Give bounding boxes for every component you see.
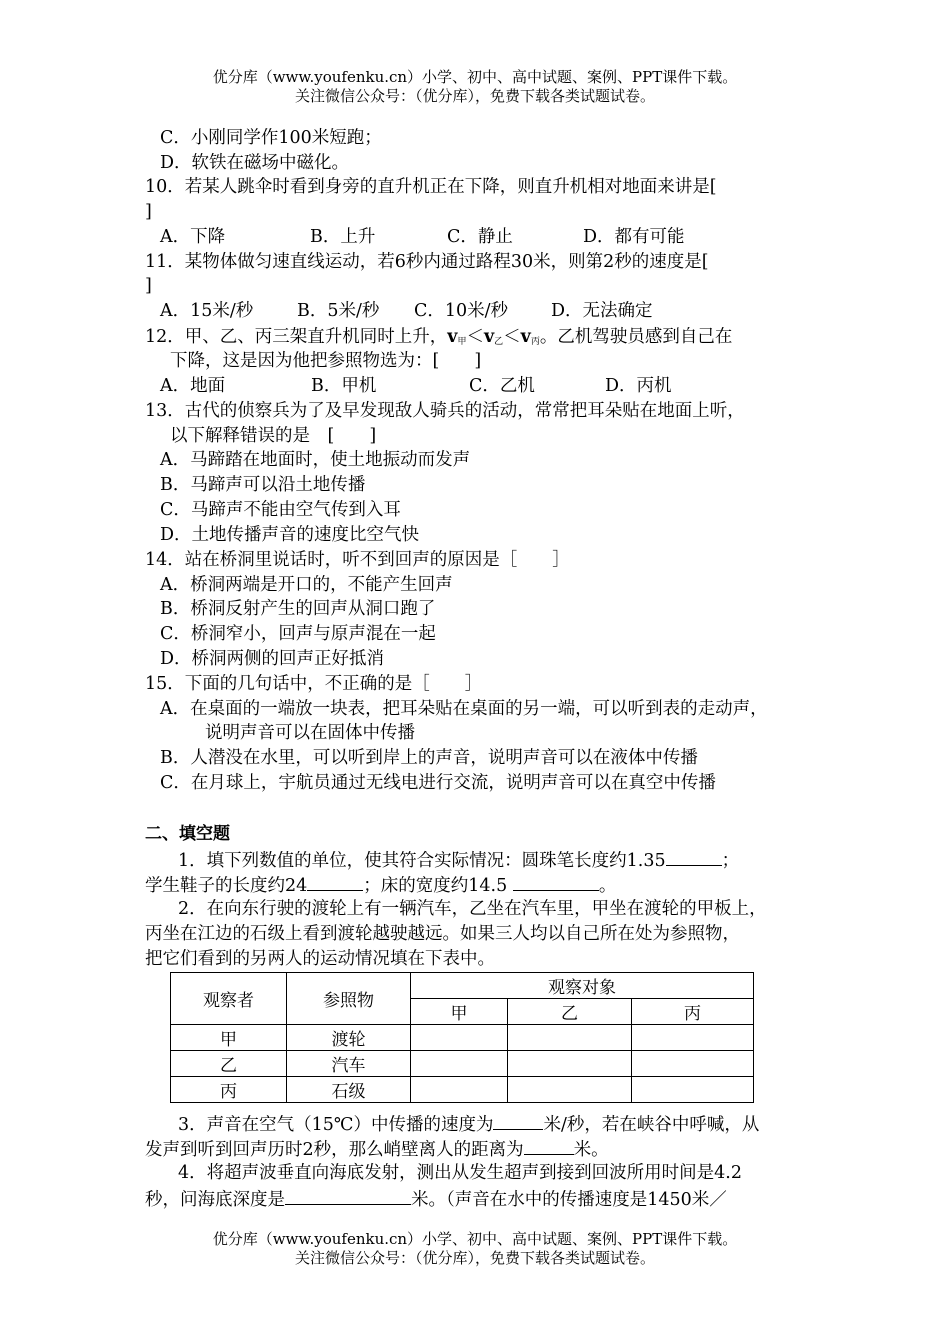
q11-bracket-close: ] bbox=[145, 276, 152, 296]
answer-cell[interactable] bbox=[632, 1025, 754, 1051]
footer-line-1: 优分库（www.youfenku.cn）小学、初中、高中试题、案例、PPT课件下载。 bbox=[212, 1230, 738, 1248]
q15-option-b: B．人潜没在水里，可以听到岸上的声音，说明声音可以在液体中传播 bbox=[160, 748, 698, 768]
q12-stem-line-2: 下降，这是因为他把参照物选为：[ ] bbox=[170, 351, 482, 371]
q12-v-jia: v bbox=[447, 327, 458, 347]
header-observer: 观察者 bbox=[171, 973, 287, 1025]
f1-line-1 bbox=[178, 847, 739, 873]
q12-lt-1: ＜ bbox=[466, 327, 484, 347]
q12-v-bing: v bbox=[520, 327, 531, 347]
q12-lt-2: ＜ bbox=[503, 327, 521, 347]
f4-blank-1[interactable] bbox=[285, 1186, 411, 1205]
q15-option-a-line-2: 说明声音可以在固体中传播 bbox=[205, 723, 415, 743]
f1-blank-1[interactable] bbox=[666, 847, 722, 866]
q13-option-d: D．土地传播声音的速度比空气快 bbox=[160, 525, 420, 545]
f3-blank-1[interactable] bbox=[493, 1111, 543, 1130]
f1-line-2-end: 。 bbox=[598, 876, 617, 896]
observation-table bbox=[170, 972, 754, 1103]
q13-option-a: A．马蹄踏在地面时，使土地振动而发声 bbox=[160, 450, 471, 470]
q15-stem: 15．下面的几句话中，不正确的是［ ］ bbox=[145, 674, 483, 694]
q11-options bbox=[160, 299, 653, 323]
q14-option-c: C．桥洞窄小，回声与原声混在一起 bbox=[160, 624, 436, 644]
q11-option-b: B．5米/秒 bbox=[297, 301, 380, 321]
f4-line-1: 4．将超声波垂直向海底发射，测出从发生超声到接到回波所用时间是4.2 bbox=[178, 1163, 742, 1183]
subheader-bing: 丙 bbox=[632, 999, 754, 1025]
q10-bracket-close: ] bbox=[145, 202, 152, 222]
row-reference: 汽车 bbox=[287, 1051, 411, 1077]
q12-options bbox=[160, 374, 672, 398]
q10-option-d: D．都有可能 bbox=[583, 227, 685, 247]
q11-option-c: C．10米/秒 bbox=[414, 301, 509, 321]
q12-sub-bing: 丙 bbox=[530, 337, 540, 347]
q11-option-a: A．15米/秒 bbox=[160, 301, 254, 321]
row-reference: 渡轮 bbox=[287, 1025, 411, 1051]
answer-cell[interactable] bbox=[508, 1077, 632, 1103]
header-line-1: 优分库（www.youfenku.cn）小学、初中、高中试题、案例、PPT课件下载。 bbox=[212, 68, 738, 86]
q13-option-b: B．马蹄声可以沿土地传播 bbox=[160, 475, 366, 495]
q14-option-a: A．桥洞两端是开口的，不能产生回声 bbox=[160, 575, 453, 595]
f3-line-2 bbox=[145, 1136, 609, 1162]
subheader-jia: 甲 bbox=[411, 999, 508, 1025]
q13-stem-line-1: 13．古代的侦察兵为了及早发现敌人骑兵的活动，常常把耳朵贴在地面上听， bbox=[145, 401, 745, 421]
q10-option-a: A．下降 bbox=[160, 227, 226, 247]
f2-line-1: 2．在向东行驶的渡轮上有一辆汽车，乙坐在汽车里，甲坐在渡轮的甲板上， bbox=[178, 899, 767, 919]
f3-line-1-b: 米/秒，若在峡谷中呼喊，从 bbox=[543, 1115, 760, 1135]
row-observer: 乙 bbox=[171, 1051, 287, 1077]
table-row bbox=[171, 1077, 754, 1103]
answer-cell[interactable] bbox=[411, 1077, 508, 1103]
f3-blank-2[interactable] bbox=[524, 1136, 574, 1155]
q12-option-a: A．地面 bbox=[160, 376, 226, 396]
header-line-2: 关注微信公众号：（优分库），免费下载各类试题试卷。 bbox=[294, 87, 655, 105]
answer-cell[interactable] bbox=[508, 1025, 632, 1051]
subheader-yi: 乙 bbox=[508, 999, 632, 1025]
answer-cell[interactable] bbox=[632, 1051, 754, 1077]
f2-line-3: 把它们看到的另两人的运动情况填在下表中。 bbox=[145, 949, 495, 969]
table-row bbox=[171, 1025, 754, 1051]
q12-option-d: D．丙机 bbox=[605, 376, 672, 396]
q9-option-d: D．软铁在磁场中磁化。 bbox=[160, 153, 350, 173]
row-reference: 石级 bbox=[287, 1077, 411, 1103]
f1-line-1-text: 1．填下列数值的单位，使其符合实际情况：圆珠笔长度约1.35 bbox=[178, 851, 666, 871]
q11-option-d: D．无法确定 bbox=[551, 301, 653, 321]
row-observer: 甲 bbox=[171, 1025, 287, 1051]
answer-cell[interactable] bbox=[632, 1077, 754, 1103]
section-2-title: 二、填空题 bbox=[145, 824, 230, 844]
q14-option-b: B．桥洞反射产生的回声从洞口跑了 bbox=[160, 599, 436, 619]
f1-line-2-b: ；床的宽度约14.5 bbox=[363, 876, 508, 896]
f1-blank-3[interactable] bbox=[513, 872, 599, 891]
q10-options bbox=[160, 225, 685, 249]
f4-line-2-b: 米。（声音在水中的传播速度是1450米／ bbox=[411, 1190, 727, 1210]
answer-cell[interactable] bbox=[411, 1051, 508, 1077]
footer-line-2: 关注微信公众号：（优分库），免费下载各类试题试卷。 bbox=[294, 1249, 655, 1267]
f3-line-1 bbox=[178, 1111, 759, 1137]
q12-option-c: C．乙机 bbox=[469, 376, 535, 396]
q10-option-b: B．上升 bbox=[310, 227, 376, 247]
row-observer: 丙 bbox=[171, 1077, 287, 1103]
f4-line-2-a: 秒，问海底深度是 bbox=[145, 1190, 285, 1210]
q12-stem-line-1 bbox=[145, 325, 732, 352]
header-reference: 参照物 bbox=[287, 973, 411, 1025]
f3-line-2-b: 米。 bbox=[573, 1140, 609, 1160]
table-row bbox=[171, 1051, 754, 1077]
q12-sub-jia: 甲 bbox=[457, 337, 467, 347]
q11-stem: 11．某物体做匀速直线运动，若6秒内通过路程30米，则第2秒的速度是[ bbox=[145, 252, 709, 272]
answer-cell[interactable] bbox=[411, 1025, 508, 1051]
q12-option-b: B．甲机 bbox=[311, 376, 377, 396]
q12-sub-yi: 乙 bbox=[494, 337, 504, 347]
f2-line-2: 丙坐在江边的石级上看到渡轮越驶越远。如果三人均以自己所在处为参照物， bbox=[145, 924, 740, 944]
q12-v-yi: v bbox=[483, 327, 495, 347]
f1-line-2-a: 学生鞋子的长度约24 bbox=[145, 876, 308, 896]
f1-line-2 bbox=[145, 872, 616, 898]
q14-option-d: D．桥洞两侧的回声正好抵消 bbox=[160, 649, 385, 669]
q15-option-a-line-1: A．在桌面的一端放一块表，把耳朵贴在桌面的另一端，可以听到表的走动声， bbox=[160, 699, 768, 719]
q12-stem-prefix: 12．甲、乙、丙三架直升机同时上升， bbox=[145, 327, 448, 347]
q10-option-c: C．静止 bbox=[447, 227, 513, 247]
q13-stem-line-2: 以下解释错误的是 [ ] bbox=[170, 426, 377, 446]
f3-line-1-a: 3．声音在空气（15℃）中传播的速度为 bbox=[178, 1115, 494, 1135]
q13-option-c: C．马蹄声不能由空气传到入耳 bbox=[160, 500, 401, 520]
q12-stem-suffix: 。乙机驾驶员感到自己在 bbox=[539, 327, 733, 347]
f3-line-2-a: 发声到听到回声历时2秒，那么峭壁离人的距离为 bbox=[145, 1140, 524, 1160]
f1-line-1-end: ； bbox=[721, 851, 740, 871]
q10-stem: 10．若某人跳伞时看到身旁的直升机正在下降，则直升机相对地面来讲是[ bbox=[145, 177, 717, 197]
f4-line-2 bbox=[145, 1186, 727, 1212]
q15-option-c: C．在月球上，宇航员通过无线电进行交流，说明声音可以在真空中传播 bbox=[160, 773, 716, 793]
q14-stem: 14．站在桥洞里说话时，听不到回声的原因是［ ］ bbox=[145, 550, 570, 570]
answer-cell[interactable] bbox=[508, 1051, 632, 1077]
header-objects: 观察对象 bbox=[411, 973, 754, 999]
f1-blank-2[interactable] bbox=[307, 872, 363, 891]
q9-option-c: C．小刚同学作100米短跑； bbox=[160, 128, 382, 148]
